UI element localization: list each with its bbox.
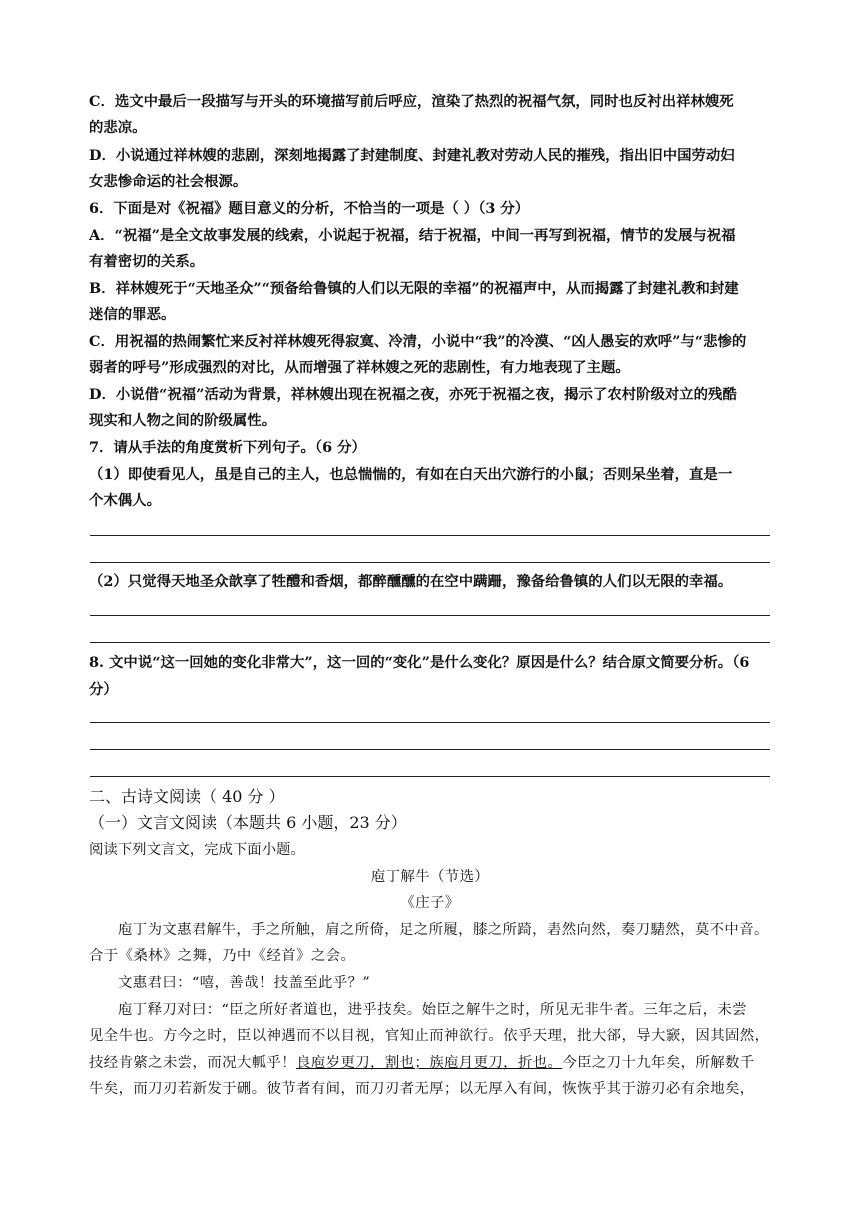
- passage-title: 庖丁解牛（节选）: [370, 869, 490, 885]
- q5-option-d-line1: D．小说通过祥林嫂的悲剧，深刻地揭露了封建制度、封建礼教对劳动人民的摧残，指出旧中国劳动妇: [89, 147, 735, 164]
- q6-option-c-line1: C．用祝福的热闹繁忙来反衬祥林嫂死得寂寞、冷清，小说中“我”的冷漠、“凶人愚妄的欢呼”与“悲惨的: [89, 333, 747, 350]
- q5-option-c-line2: 的悲凉。: [89, 119, 147, 136]
- section-heading: 二、古诗文阅读（ 40 分 ）: [89, 787, 285, 806]
- answer-line[interactable]: [90, 776, 770, 777]
- q6-option-d-line1: D．小说借“祝福”活动为背景，祥林嫂出现在祝福之夜，亦死于祝福之夜，揭示了农村阶级对立的残酷: [89, 386, 737, 403]
- passage-p1-line1: 庖丁为文惠君解牛，手之所触，肩之所倚，足之所履，膝之所踦，砉然向然，奏刀騞然，莫不中音。: [118, 922, 769, 938]
- q7-sentence1-line1: （1）即使看见人，虽是自己的主人，也总惴惴的，有如在白天出穴游行的小鼠；否则呆坐着，直是一: [89, 466, 733, 483]
- passage-p3-line2: 见全牛也。方今之时，臣以神遇而不以目视，官知止而神欲行。依乎天理，批大郤，导大窾，因其固然，: [89, 1028, 770, 1044]
- passage-text: 技经肯綮之未尝，而况大軱乎！: [89, 1055, 297, 1071]
- answer-line[interactable]: [90, 562, 770, 563]
- q7-sentence1-line2: 个木偶人。: [89, 492, 161, 509]
- passage-author: 《庄子》: [400, 895, 460, 911]
- q8-stem-line2: 分）: [89, 681, 118, 698]
- subsection-heading: （一）文言文阅读（本题共 6 小题，23 分）: [89, 813, 407, 832]
- q6-option-c-line2: 弱者的呼号”形成强烈的对比，从而增强了祥林嫂之死的悲剧性，有力地表现了主题。: [89, 359, 630, 376]
- answer-line[interactable]: [90, 615, 770, 616]
- q6-option-b-line2: 迷信的罪恶。: [89, 306, 176, 323]
- answer-line[interactable]: [90, 749, 770, 750]
- reading-instruction: 阅读下列文言文，完成下面小题。: [89, 842, 305, 858]
- q6-stem: 6．下面是对《祝福》题目意义的分析，不恰当的一项是（ ）（3 分）: [89, 200, 530, 217]
- passage-p3-line3: [89, 1053, 755, 1073]
- q5-option-c-line1: C．选文中最后一段描写与开头的环境描写前后呼应，渲染了热烈的祝福气氛，同时也反衬出祥林嫂死: [89, 93, 734, 110]
- q8-stem-line1: 8. 文中说“这一回她的变化非常大”，这一回的“变化”是什么变化？原因是什么？结合原文简要分析。（6: [89, 654, 750, 671]
- answer-line[interactable]: [90, 642, 770, 643]
- answer-line[interactable]: [90, 722, 770, 723]
- q6-option-d-line2: 现实和人物之间的阶级属性。: [89, 412, 277, 429]
- q6-option-a-line1: A．“祝福”是全文故事发展的线索，小说起于祝福，结于祝福，中间一再写到祝福，情节的发展与祝福: [89, 227, 736, 244]
- passage-p1-line2: 合于《桑林》之舞，乃中《经首》之会。: [89, 948, 356, 964]
- passage-p2: 文惠君曰：“嘻，善哉！技盖至此乎？”: [118, 975, 371, 991]
- answer-line[interactable]: [90, 535, 770, 536]
- q7-sentence2: （2）只觉得天地圣众歆享了牲醴和香烟，都醉醺醺的在空中蹒跚，豫备给鲁镇的人们以无限的幸福。: [89, 573, 733, 590]
- passage-p3-line4: 牛矣，而刀刃若新发于硎。彼节者有间，而刀刃者无厚；以无厚入有间，恢恢乎其于游刃必有余地矣，: [89, 1081, 755, 1097]
- q6-option-b-line1: B．祥林嫂死于“天地圣众”“预备给鲁镇的人们以无限的幸福”的祝福声中，从而揭露了封建礼教和封建: [89, 280, 739, 297]
- underlined-sentence: 良庖岁更刀，割也；族庖月更刀，折也。: [296, 1055, 563, 1071]
- q6-option-a-line2: 有着密切的关系。: [89, 253, 205, 270]
- passage-p3-line1: 庖丁释刀对曰：“臣之所好者道也，进乎技矣。始臣之解牛之时，所见无非牛者。三年之后，未尝: [118, 1002, 747, 1018]
- q5-option-d-line2: 女悲惨命运的社会根源。: [89, 173, 248, 190]
- q7-stem: 7．请从手法的角度赏析下列句子。（6 分）: [89, 439, 366, 456]
- passage-text: 今臣之刀十九年矣，所解数千: [562, 1055, 755, 1071]
